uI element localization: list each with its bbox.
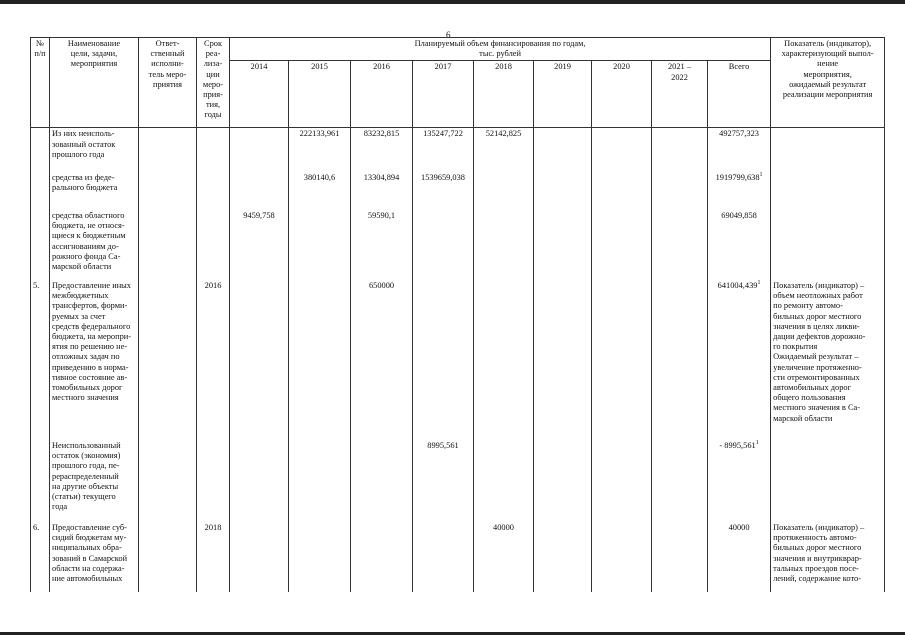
financing-table: [30, 37, 885, 592]
row-value: [592, 440, 652, 522]
row-indicator: [771, 128, 885, 172]
table-row: [31, 172, 885, 210]
header-year: 2016: [351, 61, 413, 128]
header-responsible: Ответ- ственный исполни- тель меро- приятия: [139, 38, 197, 128]
row-name: Предоставление иных межбюджетных трансфертов, форми- руемых за счет средств федерального бюджета, на меропри- ятия по решению не- отложных задач по приведению в норма- тивное состояние ав- томобильных дорог местного значения: [50, 280, 139, 440]
row-value: [652, 210, 708, 280]
total-value: 492757,323: [719, 129, 759, 139]
header-no: № п/п: [31, 38, 50, 128]
header-indicator: Показатель (индикатор), характеризующий выпол- нение мероприятия, ожидаемый результат реализации мероприятия: [771, 38, 885, 128]
header-year: 2020: [592, 61, 652, 128]
row-number: [31, 128, 50, 172]
header-year: 2018: [474, 61, 534, 128]
total-value: 40000: [728, 522, 750, 532]
table-row: [31, 522, 885, 592]
row-value: 9459,758: [230, 210, 289, 280]
row-term: 2016: [197, 280, 230, 440]
row-value: 40000: [474, 522, 534, 592]
footnote-mark: 1: [755, 440, 759, 447]
row-value: 52142,825: [474, 128, 534, 172]
row-number: 5.: [31, 280, 50, 440]
row-value: [230, 440, 289, 522]
total-value: 69049,858: [721, 210, 757, 220]
row-value: [289, 210, 351, 280]
table-row: [31, 210, 885, 280]
row-name: средства из феде- рального бюджета: [50, 172, 139, 210]
row-value: [592, 280, 652, 440]
row-value: [351, 522, 413, 592]
row-value: 135247,722: [413, 128, 474, 172]
row-number: [31, 210, 50, 280]
row-value: 59590,1: [351, 210, 413, 280]
row-value: [289, 522, 351, 592]
header-year: 2017: [413, 61, 474, 128]
row-value: [534, 440, 592, 522]
total-value: 1919799,638: [715, 172, 760, 182]
bottom-rule: [0, 632, 905, 635]
row-term: 2018: [197, 522, 230, 592]
row-value: [289, 280, 351, 440]
row-responsible: [139, 172, 197, 210]
row-total: [708, 522, 771, 592]
row-term: [197, 172, 230, 210]
row-value: [413, 280, 474, 440]
row-total: [708, 128, 771, 172]
footnote-mark: 1: [759, 172, 763, 179]
row-responsible: [139, 280, 197, 440]
row-value: [474, 210, 534, 280]
row-value: [592, 522, 652, 592]
row-value: 83232,815: [351, 128, 413, 172]
row-name: Из них неисполь- зованный остаток прошлого года: [50, 128, 139, 172]
row-total: [708, 172, 771, 210]
row-value: [230, 522, 289, 592]
row-total: [708, 280, 771, 440]
row-name: средства областного бюджета, не относя- щиеся к бюджетным ассигнованиям до- рожного фонда Са- марской области: [50, 210, 139, 280]
header-year: 2021 – 2022: [652, 61, 708, 128]
row-value: [652, 280, 708, 440]
row-indicator: [771, 172, 885, 210]
row-value: [351, 440, 413, 522]
total-value: 641004,439: [717, 280, 758, 290]
page-number: 6: [446, 30, 451, 40]
header-year: 2019: [534, 61, 592, 128]
row-number: [31, 440, 50, 522]
row-responsible: [139, 128, 197, 172]
header-year: Всего: [708, 61, 771, 128]
header-funding: Планируемый объем финансирования по годам, тыс. рублей: [230, 38, 771, 61]
top-rule: [0, 0, 905, 4]
table-row: [31, 128, 885, 172]
row-value: [474, 440, 534, 522]
row-number: 6.: [31, 522, 50, 592]
row-term: [197, 128, 230, 172]
row-value: [592, 210, 652, 280]
row-value: 1539659,038: [413, 172, 474, 210]
row-value: 222133,961: [289, 128, 351, 172]
row-value: [652, 522, 708, 592]
row-value: 650000: [351, 280, 413, 440]
row-value: [534, 128, 592, 172]
row-value: [534, 172, 592, 210]
row-value: [592, 128, 652, 172]
row-indicator: Показатель (индикатор) – объем неотложных работ по ремонту автомо- бильных дорог местного значения в целях ликви- дации дефектов дорожно- го покрытия Ожидаемый результат – увеличение протяженно- сти отремонтированных автомобильных дорог общего пользования местного значения в Са- марской области: [771, 280, 885, 440]
footnote-mark: 1: [757, 280, 761, 287]
row-value: [413, 210, 474, 280]
row-responsible: [139, 522, 197, 592]
header-term: Срок реа- лиза- ции меро- прия- тия, годы: [197, 38, 230, 128]
row-value: [289, 440, 351, 522]
row-value: [592, 172, 652, 210]
row-value: [652, 440, 708, 522]
row-value: [652, 172, 708, 210]
row-total: [708, 440, 771, 522]
row-value: [534, 210, 592, 280]
table-row: [31, 440, 885, 522]
header-name: Наименование цели, задачи, мероприятия: [50, 38, 139, 128]
table-row: [31, 280, 885, 440]
row-value: 380140,6: [289, 172, 351, 210]
row-number: [31, 172, 50, 210]
row-value: [230, 172, 289, 210]
row-value: [534, 522, 592, 592]
total-value: - 8995,561: [719, 440, 756, 450]
row-value: 13304,894: [351, 172, 413, 210]
row-value: [230, 280, 289, 440]
row-indicator: Показатель (индикатор) – протяженность автомо- бильных дорог местного значения и внутрикврар- тальных проездов посе- лений, содержание кото-: [771, 522, 885, 592]
row-indicator: [771, 440, 885, 522]
row-value: 8995,561: [413, 440, 474, 522]
row-name: Предоставление суб- сидий бюджетам му- ниципальных обра- зований в Самарской области на содержа- ние автомобильных: [50, 522, 139, 592]
header-year: 2015: [289, 61, 351, 128]
row-name: Неиспользованный остаток (экономия) прошлого года, пе- рераспределенный на другие объекты (статьи) текущего года: [50, 440, 139, 522]
row-value: [413, 522, 474, 592]
row-total: [708, 210, 771, 280]
row-responsible: [139, 440, 197, 522]
header-year: 2014: [230, 61, 289, 128]
row-indicator: [771, 210, 885, 280]
row-responsible: [139, 210, 197, 280]
row-value: [652, 128, 708, 172]
row-term: [197, 210, 230, 280]
row-term: [197, 440, 230, 522]
row-value: [474, 172, 534, 210]
row-value: [474, 280, 534, 440]
row-value: [230, 128, 289, 172]
row-value: [534, 280, 592, 440]
